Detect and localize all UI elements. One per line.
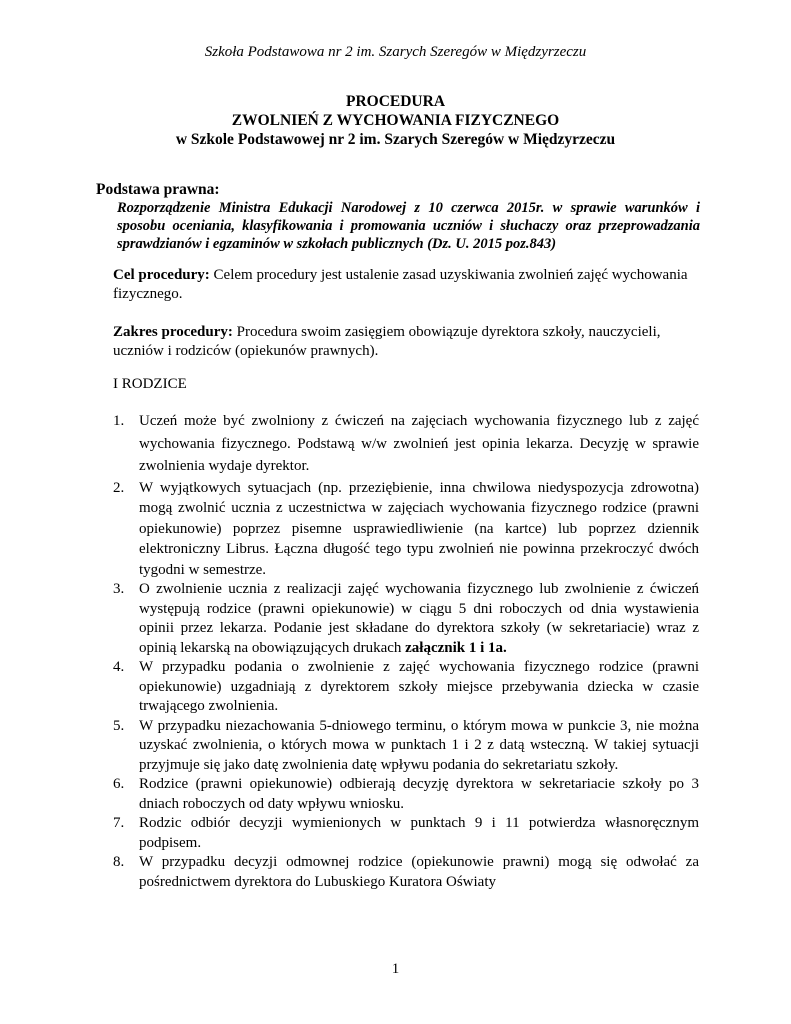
list-item-number: 3. xyxy=(113,581,125,597)
list-item xyxy=(113,814,699,853)
goal-label: Cel procedury: xyxy=(113,267,210,283)
scope-text: Procedura swoim zasięgiem obowiązuje dyrektora szkoły, nauczycieli, uczniów i rodziców (opiekunów prawnych). xyxy=(113,324,661,359)
scope-paragraph xyxy=(113,323,703,361)
list-item xyxy=(113,658,699,717)
list-item-number: 4. xyxy=(113,659,125,675)
legal-basis-heading: Podstawa prawna: xyxy=(96,181,220,198)
list-item-text: W wyjątkowych sytuacjach (np. przeziębienie, inna chwilowa niedyspozycja zdrowotna) mogą zwolnić ucznia z uczestnictwa w zajęciach wychowania fizycznego rodzice (prawni opiekunowie) poprzez pisemne usprawiedliwienie (na kartce) lub poprzez dziennik elektroniczny Librus. Łączna długość tego typu zwolnień nie powinna przekroczyć dwóch tygodni w semestrze. xyxy=(139,479,699,578)
list-item xyxy=(113,410,699,478)
goal-text: Celem procedury jest ustalenie zasad uzyskiwania zwolnień zajęć wychowania fizycznego. xyxy=(113,267,688,302)
title-line-2: ZWOLNIEŃ Z WYCHOWANIA FIZYCZNEGO xyxy=(231,112,560,129)
section-title: I RODZICE xyxy=(113,376,187,392)
list-item xyxy=(113,717,699,776)
list-item-number: 7. xyxy=(113,815,125,831)
list-item xyxy=(113,580,699,658)
goal-paragraph xyxy=(113,266,703,304)
list-item-number: 2. xyxy=(113,479,125,496)
legal-basis-text: Rozporządzenie Ministra Edukacji Narodowej z 10 czerwca 2015r. w sprawie warunków i sposobu oceniania, klasyfikowania i promowania uczniów i słuchaczy oraz przeprowadzania sprawdzianów i egzaminów w szkołach publicznych (Dz. U. 2015 poz.843) xyxy=(117,200,700,252)
list-item xyxy=(113,853,699,892)
attachment-reference: załącznik 1 i 1a. xyxy=(405,639,507,656)
list-item xyxy=(113,478,699,581)
page-number: 1 xyxy=(391,961,400,977)
title-line-1: PROCEDURA xyxy=(345,93,446,110)
list-item-text: O zwolnienie ucznia z realizacji zajęć wychowania fizycznego lub zwolnienie z ćwiczeń występują rodzice (prawni opiekunowie) w ciągu 5 dni roboczych od dnia wystawienia opinii przez lekarza. Podanie jest składane do dyrektora szkoły (w sekretariacie) wraz z opinią lekarską na obowiązujących drukach xyxy=(139,581,699,656)
list-item-number: 1. xyxy=(113,413,125,429)
list-item-text: W przypadku niezachowania 5-dniowego terminu, o którym mowa w punkcie 3, nie można uzyskać zwolnienia, o których mowa w punktach 1 i 2 z datą wsteczną. W takiej sytuacji przyjmuje się jako datę zwolnienia datę wpływu podania do sekretariatu szkoły. xyxy=(139,717,699,773)
list-item-number: 8. xyxy=(113,854,125,870)
list-item-number: 5. xyxy=(113,717,125,734)
procedure-list xyxy=(113,410,699,892)
list-item-text: Rodzic odbiór decyzji wymienionych w punktach 9 i 11 potwierdza własnoręcznym podpisem. xyxy=(139,815,699,851)
document-title xyxy=(0,92,791,149)
list-item-number: 6. xyxy=(113,776,125,792)
title-line-3: w Szkole Podstawowej nr 2 im. Szarych Szeregów w Międzyrzeczu xyxy=(175,131,616,148)
list-item-text: W przypadku podania o zwolnienie z zajęć wychowania fizycznego rodzice (prawni opiekunowie) uzgadniają z dyrektorem szkoły miejsce przebywania dziecka w czasie trwającego zwolnienia. xyxy=(139,659,699,714)
school-header: Szkoła Podstawowa nr 2 im. Szarych Szeregów w Międzyrzeczu xyxy=(204,44,587,60)
list-item xyxy=(113,775,699,814)
list-item-text: Rodzice (prawni opiekunowie) odbierają decyzję dyrektora w sekretariacie szkoły po 3 dniach roboczych od daty wpływu wniosku. xyxy=(139,776,699,812)
list-item-text: Uczeń może być zwolniony z ćwiczeń na zajęciach wychowania fizycznego lub z zajęć wychowania fizycznego. Podstawą w/w zwolnień jest opinia lekarza. Decyzję w sprawie zwolnienia wydaje dyrektor. xyxy=(139,413,699,474)
list-item-text: W przypadku decyzji odmownej rodzice (opiekunowie prawni) mogą się odwołać za pośrednictwem dyrektora do Lubuskiego Kuratora Oświaty xyxy=(139,854,699,890)
scope-label: Zakres procedury: xyxy=(113,324,233,340)
